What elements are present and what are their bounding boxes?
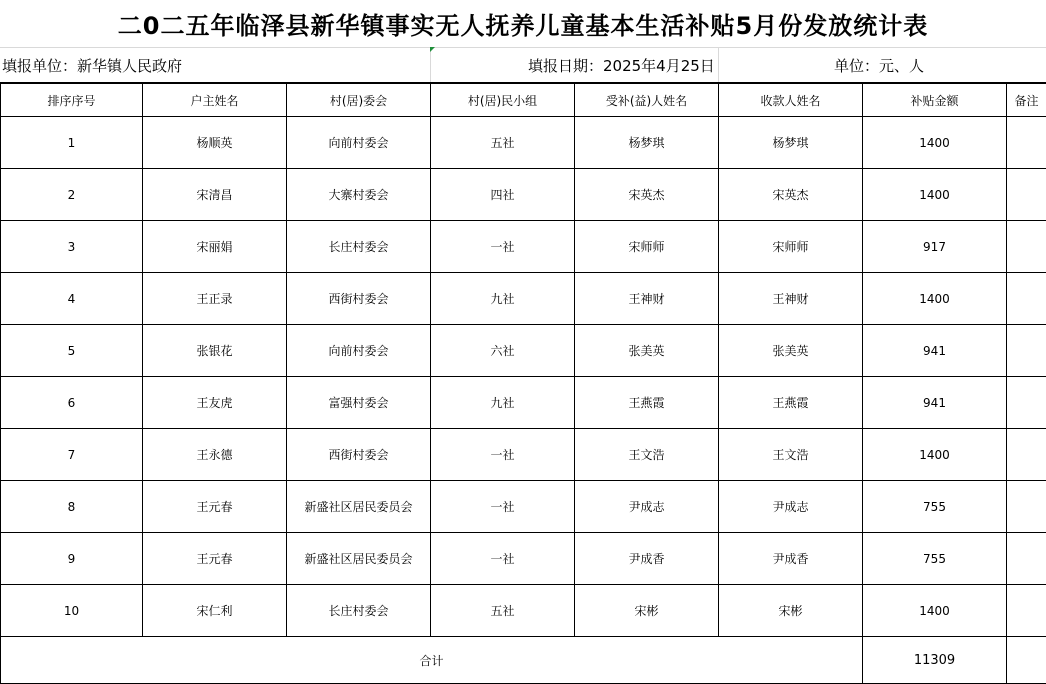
householder-cell[interactable]: 王元春	[143, 533, 287, 585]
total-row	[1, 637, 1046, 684]
remark-cell[interactable]	[1007, 117, 1046, 169]
table-row	[1, 117, 1046, 169]
committee-cell[interactable]: 长庄村委会	[287, 221, 431, 273]
payee-cell[interactable]: 张美英	[719, 325, 863, 377]
amount-cell[interactable]: 1400	[863, 117, 1007, 169]
group-cell[interactable]: 五社	[431, 585, 575, 637]
remark-cell[interactable]	[1007, 169, 1046, 221]
table-row	[1, 325, 1046, 377]
table-row	[1, 585, 1046, 637]
table-row	[1, 273, 1046, 325]
table-row	[1, 377, 1046, 429]
payee-cell[interactable]: 尹成香	[719, 533, 863, 585]
row-index-cell[interactable]: 6	[1, 377, 143, 429]
header-cell[interactable]: 户主姓名	[143, 84, 287, 117]
committee-cell[interactable]: 新盛社区居民委员会	[287, 533, 431, 585]
group-cell[interactable]: 一社	[431, 221, 575, 273]
remark-cell[interactable]	[1007, 221, 1046, 273]
amount-cell[interactable]: 755	[863, 481, 1007, 533]
amount-cell[interactable]: 1400	[863, 585, 1007, 637]
header-cell[interactable]: 备注	[1007, 84, 1046, 117]
group-cell[interactable]: 一社	[431, 533, 575, 585]
row-index-cell[interactable]: 10	[1, 585, 143, 637]
committee-cell[interactable]: 向前村委会	[287, 325, 431, 377]
cell-divider	[430, 48, 431, 82]
householder-cell[interactable]: 宋仁利	[143, 585, 287, 637]
header-cell[interactable]: 村(居)民小组	[431, 84, 575, 117]
payee-cell[interactable]: 王神财	[719, 273, 863, 325]
table-row	[1, 169, 1046, 221]
committee-cell[interactable]: 长庄村委会	[287, 585, 431, 637]
subsidy-table	[0, 83, 1046, 684]
row-index-cell[interactable]: 2	[1, 169, 143, 221]
amount-cell[interactable]: 941	[863, 377, 1007, 429]
sheet-title: 二0二五年临泽县新华镇事实无人抚养儿童基本生活补贴5月份发放统计表	[0, 0, 1046, 48]
payee-cell[interactable]: 王文浩	[719, 429, 863, 481]
amount-cell[interactable]: 1400	[863, 169, 1007, 221]
committee-cell[interactable]: 新盛社区居民委员会	[287, 481, 431, 533]
committee-cell[interactable]: 西街村委会	[287, 273, 431, 325]
payee-cell[interactable]: 宋英杰	[719, 169, 863, 221]
beneficiary-cell[interactable]: 宋彬	[575, 585, 719, 637]
header-cell[interactable]: 村(居)委会	[287, 84, 431, 117]
group-cell[interactable]: 五社	[431, 117, 575, 169]
beneficiary-cell[interactable]: 王燕霞	[575, 377, 719, 429]
payee-cell[interactable]: 宋师师	[719, 221, 863, 273]
remark-cell[interactable]	[1007, 585, 1046, 637]
beneficiary-cell[interactable]: 王神财	[575, 273, 719, 325]
remark-cell[interactable]	[1007, 533, 1046, 585]
beneficiary-cell[interactable]: 张美英	[575, 325, 719, 377]
group-cell[interactable]: 六社	[431, 325, 575, 377]
beneficiary-cell[interactable]: 宋师师	[575, 221, 719, 273]
payee-cell[interactable]: 尹成志	[719, 481, 863, 533]
committee-cell[interactable]: 西街村委会	[287, 429, 431, 481]
row-index-cell[interactable]: 1	[1, 117, 143, 169]
table-row	[1, 221, 1046, 273]
beneficiary-cell[interactable]: 杨梦琪	[575, 117, 719, 169]
remark-cell[interactable]	[1007, 481, 1046, 533]
committee-cell[interactable]: 向前村委会	[287, 117, 431, 169]
beneficiary-cell[interactable]: 宋英杰	[575, 169, 719, 221]
cell-divider	[718, 48, 719, 82]
householder-cell[interactable]: 王元春	[143, 481, 287, 533]
row-index-cell[interactable]: 3	[1, 221, 143, 273]
total-amount[interactable]: 11309	[863, 637, 1007, 684]
payee-cell[interactable]: 王燕霞	[719, 377, 863, 429]
remark-cell[interactable]	[1007, 325, 1046, 377]
remark-cell[interactable]	[1007, 273, 1046, 325]
householder-cell[interactable]: 杨顺英	[143, 117, 287, 169]
householder-cell[interactable]: 王友虎	[143, 377, 287, 429]
header-row	[1, 84, 1046, 117]
table-row	[1, 533, 1046, 585]
header-cell[interactable]: 收款人姓名	[719, 84, 863, 117]
header-cell[interactable]: 排序序号	[1, 84, 143, 117]
report-info-row	[0, 48, 1046, 83]
payee-cell[interactable]: 宋彬	[719, 585, 863, 637]
group-cell[interactable]: 九社	[431, 273, 575, 325]
committee-cell[interactable]: 大寨村委会	[287, 169, 431, 221]
group-cell[interactable]: 四社	[431, 169, 575, 221]
householder-cell[interactable]: 宋清昌	[143, 169, 287, 221]
amount-cell[interactable]: 917	[863, 221, 1007, 273]
beneficiary-cell[interactable]: 尹成香	[575, 533, 719, 585]
householder-cell[interactable]: 张银花	[143, 325, 287, 377]
amount-cell[interactable]: 1400	[863, 273, 1007, 325]
group-cell[interactable]: 九社	[431, 377, 575, 429]
table-row	[1, 481, 1046, 533]
amount-cell[interactable]: 1400	[863, 429, 1007, 481]
amount-cell[interactable]: 941	[863, 325, 1007, 377]
beneficiary-cell[interactable]: 王文浩	[575, 429, 719, 481]
row-index-cell[interactable]: 8	[1, 481, 143, 533]
householder-cell[interactable]: 王永德	[143, 429, 287, 481]
group-cell[interactable]: 一社	[431, 481, 575, 533]
row-index-cell[interactable]: 9	[1, 533, 143, 585]
amount-units: 单位：元、人	[834, 55, 924, 76]
row-index-cell[interactable]: 7	[1, 429, 143, 481]
payee-cell[interactable]: 杨梦琪	[719, 117, 863, 169]
total-remark-cell[interactable]	[1007, 637, 1046, 684]
report-date: 填报日期：2025年4月25日	[528, 55, 715, 76]
header-cell[interactable]: 受补(益)人姓名	[575, 84, 719, 117]
householder-cell[interactable]: 王正录	[143, 273, 287, 325]
header-cell[interactable]: 补贴金额	[863, 84, 1007, 117]
row-index-cell[interactable]: 5	[1, 325, 143, 377]
beneficiary-cell[interactable]: 尹成志	[575, 481, 719, 533]
committee-cell[interactable]: 富强村委会	[287, 377, 431, 429]
total-label[interactable]: 合计	[1, 637, 863, 684]
remark-cell[interactable]	[1007, 429, 1046, 481]
cell-comment-marker	[430, 47, 435, 52]
reporting-unit: 填报单位：新华镇人民政府	[2, 55, 182, 76]
amount-cell[interactable]: 755	[863, 533, 1007, 585]
householder-cell[interactable]: 宋丽娟	[143, 221, 287, 273]
table-row	[1, 429, 1046, 481]
remark-cell[interactable]	[1007, 377, 1046, 429]
group-cell[interactable]: 一社	[431, 429, 575, 481]
row-index-cell[interactable]: 4	[1, 273, 143, 325]
